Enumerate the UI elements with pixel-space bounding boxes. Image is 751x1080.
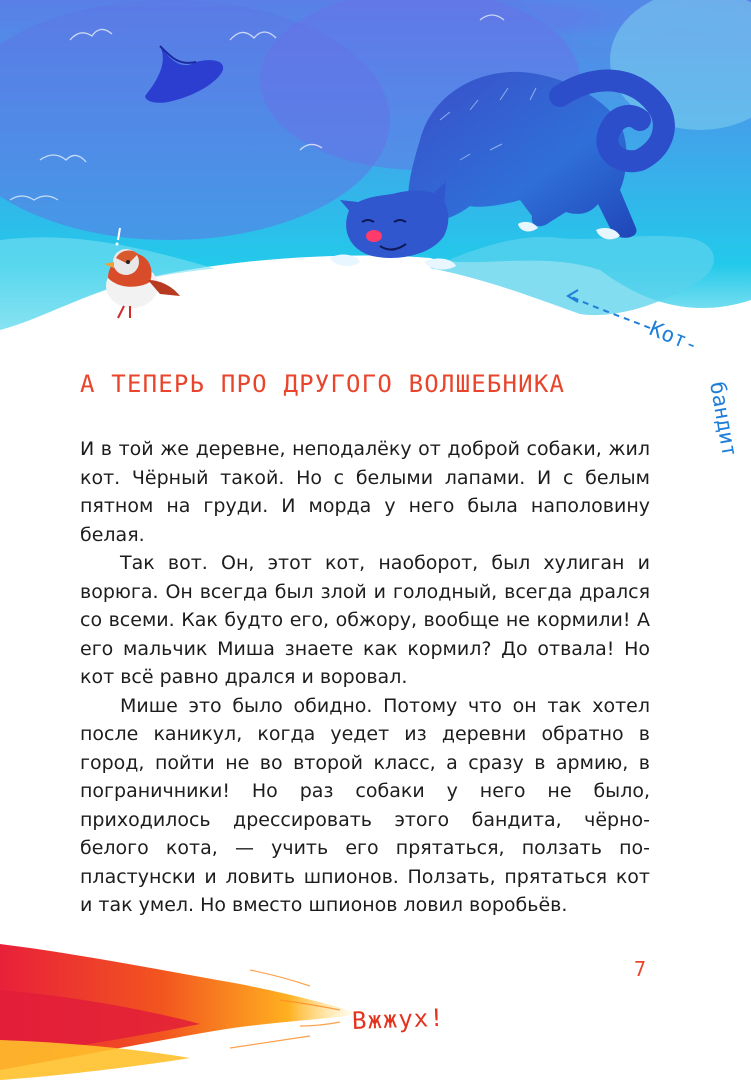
paragraph-2: Так вот. Он, этот кот, наоборот, был хулиган и ворюга. Он всегда был злой и голодный, всегда дрался со всеми. Как будто его, обжору, вообще не кормили! А его мальчик Миша знаете как кормил? До отвала! Но кот всё равно дрался и воровал.: [80, 552, 650, 688]
caption-line-1: Кот-: [646, 316, 703, 358]
bottom-brush-strokes: [0, 930, 751, 1080]
dotted-arrow-icon: [570, 296, 650, 328]
paragraph-1: И в той же деревне, неподалёку от доброй собаки, жил кот. Чёрный такой. Но с белыми лапами. И с белым пятном на груди. И морда у него была наполовину белая.: [80, 438, 650, 546]
page-number: 7: [634, 957, 647, 981]
caption-line-2: бандит: [705, 379, 742, 459]
paragraph-3: Мише это было обидно. Потому что он так хотел после каникул, когда уедет из деревни обратно в город, пойти не во второй класс, а сразу в армию, в пограничники! Но раз собаки у него не было, приходилось дрессировать этого бандита, чёрно-белого кота, — учить его прятаться, ползать по-пластунски и ловить шпионов. Ползать, прятаться кот и так умел. Но вместо шпионов ловил воробьёв.: [80, 694, 650, 916]
chapter-heading: А ТЕПЕРЬ ПРО ДРУГОГО ВОЛШЕБНИКА: [80, 370, 566, 398]
story-text: [80, 435, 650, 920]
sound-effect: Вжжух!: [351, 1003, 446, 1035]
